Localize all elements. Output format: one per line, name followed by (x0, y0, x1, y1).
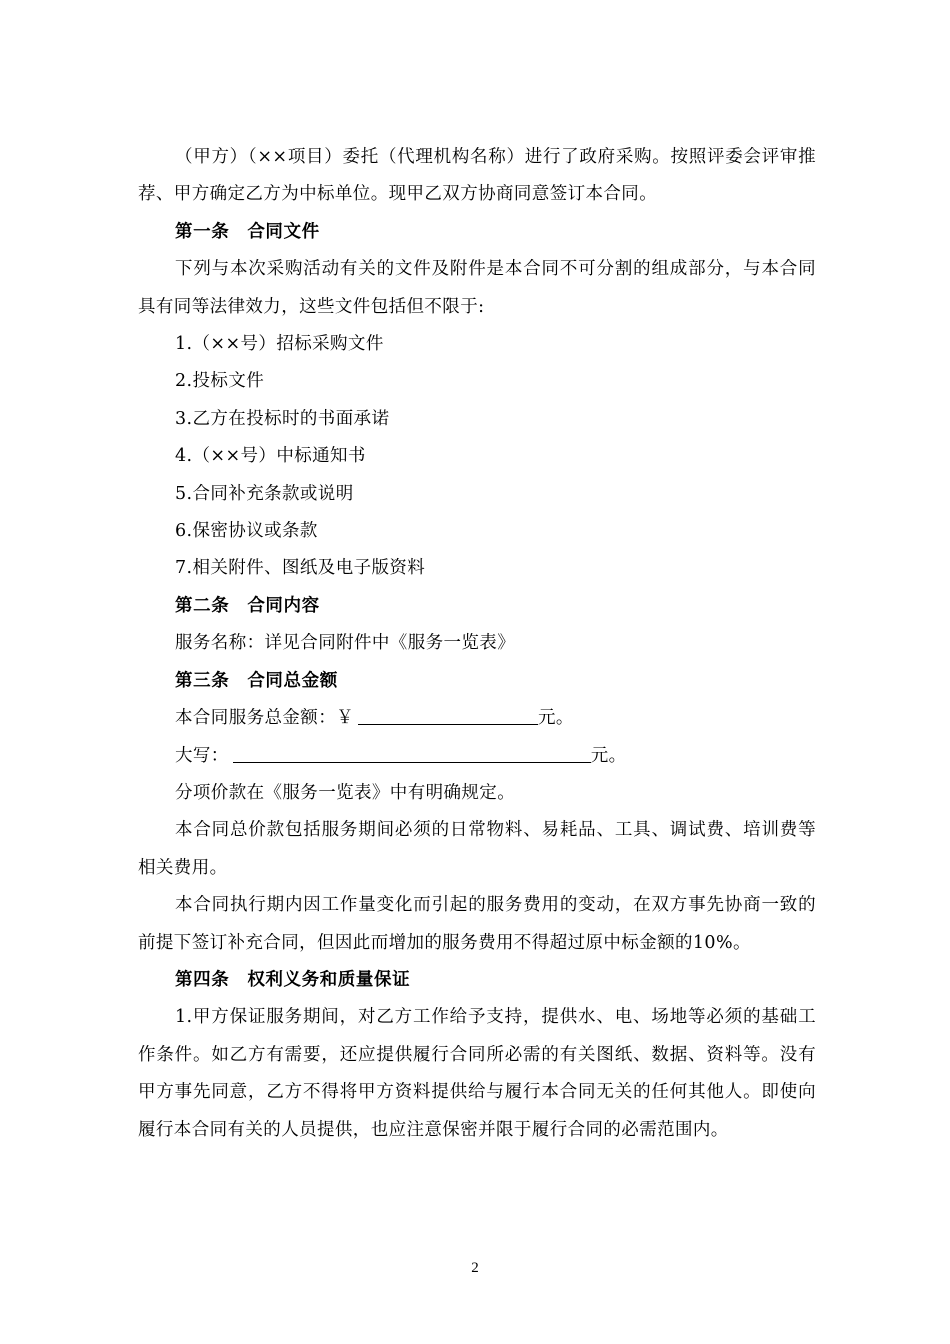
article-2-number: 第二条 (175, 595, 230, 616)
article-2-heading (138, 588, 816, 625)
document-list-item: 5.合同补充条款或说明 (175, 483, 354, 504)
article-3-title: 合同总金额 (247, 670, 338, 691)
intro-paragraph: （甲方）（××项目）委托（代理机构名称）进行了政府采购。按照评委会评审推荐、甲方确定乙方为中标单位。现甲乙双方协商同意签订本合同。 (138, 147, 816, 205)
total-amount-line (138, 700, 816, 737)
amount-in-words-unit: 元。 (590, 745, 627, 766)
article-3-paragraph: 本合同执行期内因工作量变化而引起的服务费用的变动，在双方事先协商一致的前提下签订补充合同，但因此而增加的服务费用不得超过原中标金额的10%。 (138, 895, 816, 953)
article-2-title: 合同内容 (247, 595, 320, 616)
document-list-item: 3.乙方在投标时的书面承诺 (175, 408, 390, 429)
article-3-number: 第三条 (175, 670, 230, 691)
article-1-number: 第一条 (175, 221, 230, 242)
article-1-heading (138, 214, 816, 251)
amount-in-words-line (138, 738, 816, 775)
article-4-paragraph: 1.甲方保证服务期间，对乙方工作给予支持，提供水、电、场地等必须的基础工作条件。如乙方有需要，还应提供履行合同所必需的有关图纸、数据、资料等。没有甲方事先同意，乙方不得将甲方资料提供给与履行本合同无关的任何其他人。即使向履行本合同有关的人员提供，也应注意保密并限于履行合同的必需范围内。 (138, 1007, 816, 1140)
article-3-heading (138, 663, 816, 700)
document-list-item: 1.（××号）招标采购文件 (175, 334, 384, 355)
amount-in-words-blank (233, 744, 591, 763)
document-list-item: 4.（××号）中标通知书 (175, 446, 366, 467)
amount-in-words-label: 大写： (175, 745, 229, 766)
article-1-lead: 下列与本次采购活动有关的文件及附件是本合同不可分割的组成部分，与本合同具有同等法律效力，这些文件包括但不限于: (138, 259, 816, 317)
article-3-paragraph: 分项价款在《服务一览表》中有明确规定。 (175, 782, 516, 803)
article-4-number: 第四条 (175, 969, 230, 990)
document-list-item: 2.投标文件 (175, 371, 265, 392)
total-amount-unit: 元。 (538, 708, 574, 729)
article-1-title: 合同文件 (247, 221, 320, 242)
document-list-item: 6.保密协议或条款 (175, 521, 318, 542)
page-number: 2 (471, 1260, 479, 1276)
service-name-line: 服务名称：详见合同附件中《服务一览表》 (175, 633, 516, 654)
total-amount-blank (358, 706, 538, 725)
document-list-item: 7.相关附件、图纸及电子版资料 (175, 558, 426, 579)
total-amount-label: 本合同服务总金额：￥ (175, 708, 354, 729)
article-4-heading (138, 962, 816, 999)
article-4-title: 权利义务和质量保证 (247, 969, 411, 990)
article-3-paragraph: 本合同总价款包括服务期间必须的日常物料、易耗品、工具、调试费、培训费等相关费用。 (138, 820, 816, 878)
contract-body (138, 139, 816, 1149)
